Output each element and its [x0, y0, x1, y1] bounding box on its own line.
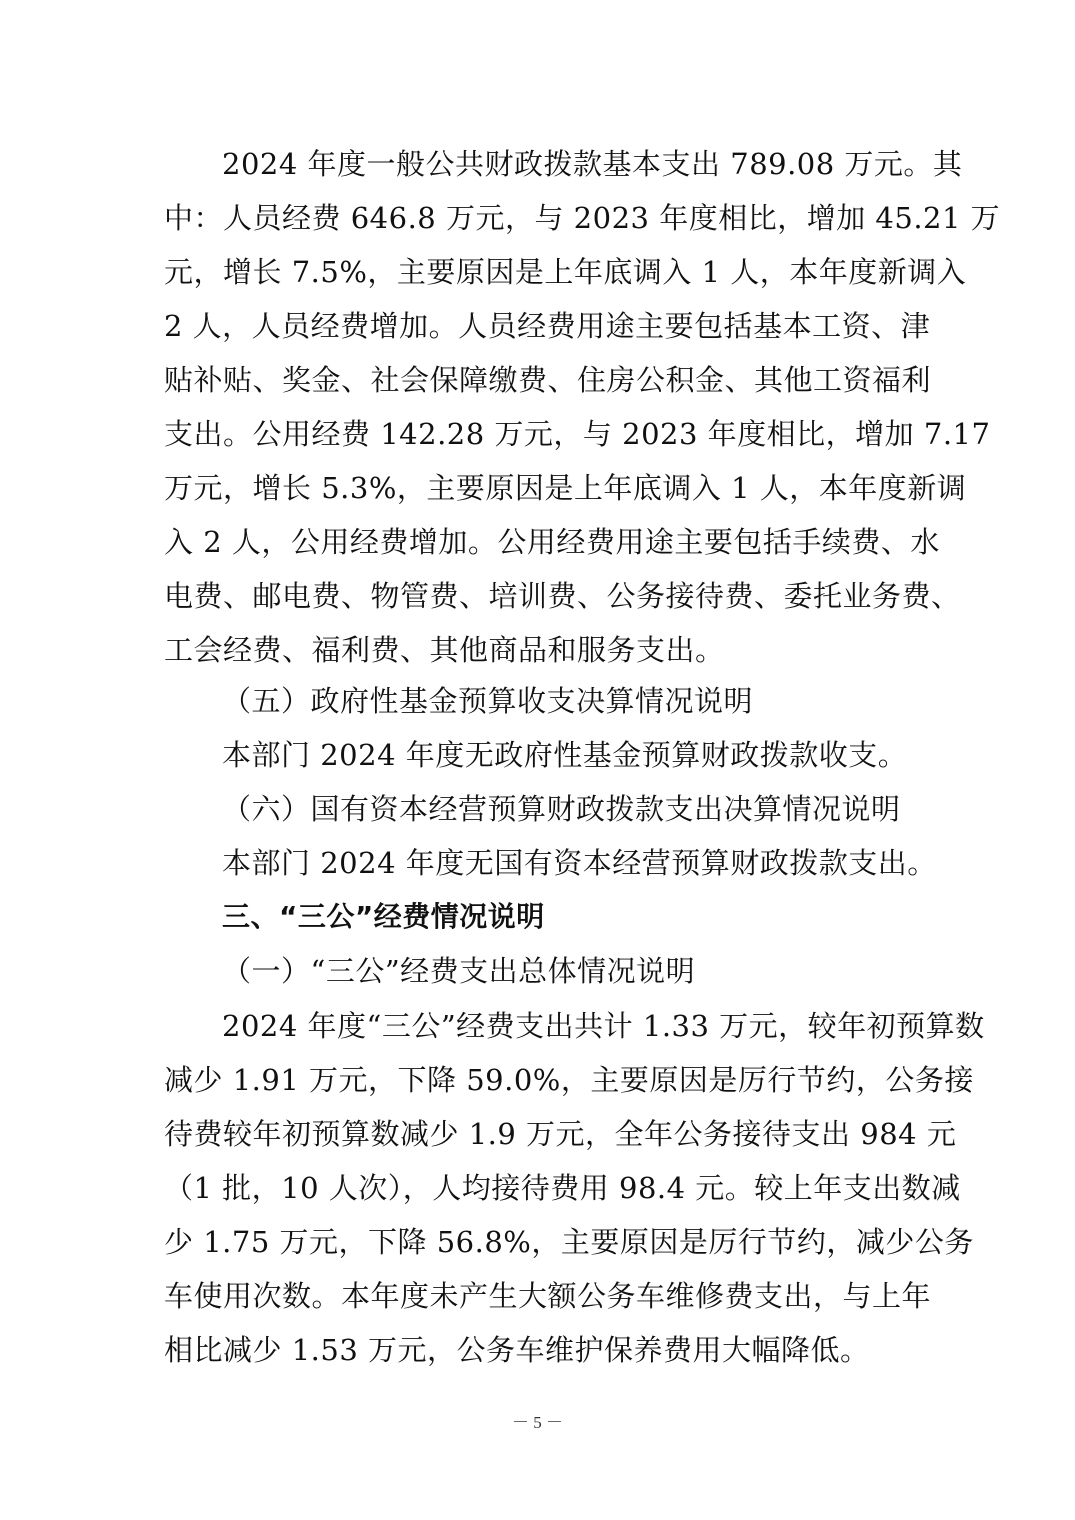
section-heading-three: 三、“三公”经费情况说明 [222, 900, 545, 933]
paragraph-line: 相比减少 1.53 万元，公务车维护保养费用大幅降低。 [164, 1333, 870, 1367]
paragraph-line: 本部门 2024 年度无国有资本经营预算财政拨款支出。 [222, 846, 937, 880]
paragraph-line: 车使用次数。本年度未产生大额公务车维修费支出，与上年 [164, 1279, 932, 1313]
paragraph-line: 工会经费、福利费、其他商品和服务支出。 [164, 633, 725, 667]
paragraph-line: 2024 年度一般公共财政拨款基本支出 789.08 万元。其 [222, 147, 963, 181]
paragraph-line: 贴补贴、奖金、社会保障缴费、住房公积金、其他工资福利 [164, 363, 932, 397]
paragraph-line: 电费、邮电费、物管费、培训费、公务接待费、委托业务费、 [164, 579, 961, 613]
paragraph-line: 元，增长 7.5%，主要原因是上年底调入 1 人，本年度新调入 [164, 255, 967, 289]
paragraph-line: 待费较年初预算数减少 1.9 万元，全年公务接待支出 984 元 [164, 1117, 957, 1151]
page-number: － 5 － [512, 1413, 563, 1432]
paragraph-line: 少 1.75 万元，下降 56.8%，主要原因是厉行节约，减少公务 [164, 1225, 974, 1259]
subsection-heading-one: （一）“三公”经费支出总体情况说明 [222, 954, 696, 988]
section-heading-six: （六）国有资本经营预算财政拨款支出决算情况说明 [222, 792, 901, 826]
paragraph-line: 2024 年度“三公”经费支出共计 1.33 万元，较年初预算数 [222, 1009, 985, 1043]
section-heading-five: （五）政府性基金预算收支决算情况说明 [222, 684, 754, 718]
paragraph-line: 本部门 2024 年度无政府性基金预算财政拨款收支。 [222, 738, 908, 772]
paragraph-line: 支出。公用经费 142.28 万元，与 2023 年度相比，增加 7.17 [164, 417, 991, 451]
paragraph-line: 2 人，人员经费增加。人员经费用途主要包括基本工资、津 [164, 309, 931, 343]
paragraph-line: （1 批，10 人次），人均接待费用 98.4 元。较上年支出数减 [164, 1171, 961, 1205]
paragraph-line: 入 2 人，公用经费增加。公用经费用途主要包括手续费、水 [164, 525, 940, 559]
paragraph-line: 中：人员经费 646.8 万元，与 2023 年度相比，增加 45.21 万 [164, 201, 1001, 235]
paragraph-line: 减少 1.91 万元，下降 59.0%，主要原因是厉行节约，公务接 [164, 1063, 974, 1097]
paragraph-line: 万元，增长 5.3%，主要原因是上年底调入 1 人，本年度新调 [164, 471, 967, 505]
